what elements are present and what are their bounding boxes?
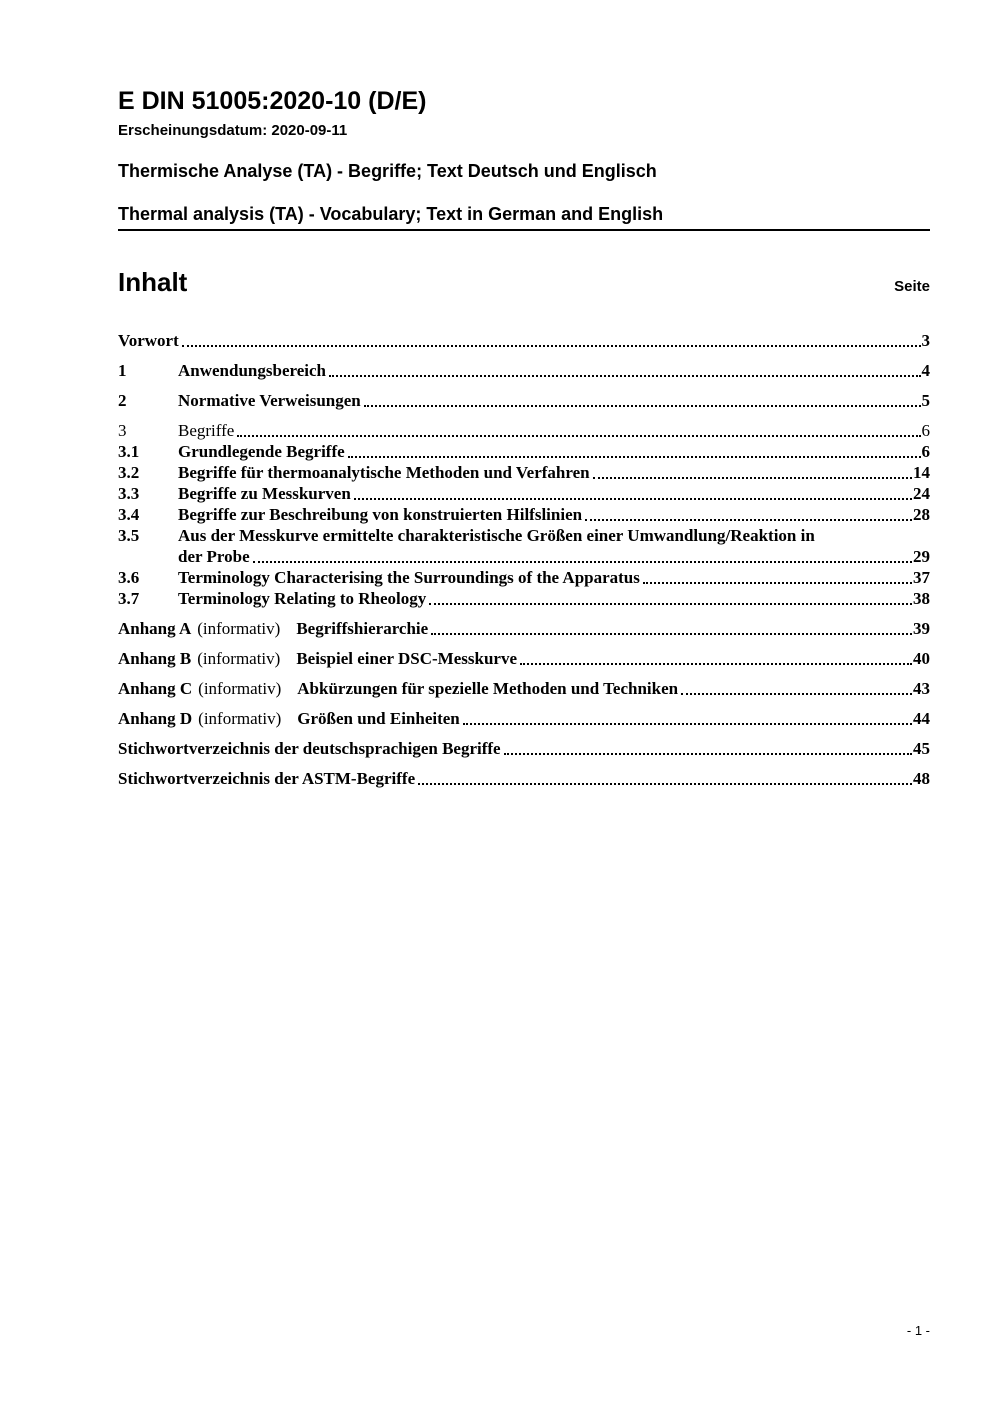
toc-entry: [118, 588, 930, 609]
toc-entry-number: 1: [118, 361, 127, 380]
toc-dot-leader: [520, 663, 912, 665]
toc-dot-leader: [593, 477, 912, 479]
toc-entry-page: 38: [913, 589, 930, 608]
toc-entry: [118, 768, 930, 789]
toc-entry-label: Beispiel einer DSC-Messkurve: [296, 649, 517, 668]
toc-entry-page: 24: [913, 484, 930, 503]
toc-entry: [118, 462, 930, 483]
toc-group: [118, 648, 930, 669]
toc-entry: [118, 738, 930, 759]
toc-entry-body: [178, 420, 930, 441]
toc-list: [118, 330, 930, 789]
toc-entry-page: 3: [921, 331, 930, 350]
toc-dot-leader: [237, 435, 920, 437]
toc-entry-body: [178, 483, 930, 504]
toc-group: [118, 738, 930, 759]
toc-entry-page: 5: [921, 391, 930, 410]
toc-dot-leader: [354, 498, 912, 500]
toc-entry-annex-type: (informativ): [198, 709, 282, 728]
toc-entry-number: 3.3: [118, 484, 140, 503]
page-content: [118, 0, 930, 789]
toc-entry-continuation: [118, 546, 930, 567]
toc-entry-page: 43: [913, 679, 930, 698]
toc-entry-body: [118, 330, 930, 351]
toc-dot-leader: [429, 603, 912, 605]
toc-entry-label: Grundlegende Begriffe: [178, 442, 345, 461]
toc-dot-leader: [418, 783, 912, 785]
toc-entry-number: 3.6: [118, 568, 140, 587]
toc-entry-body: [118, 678, 930, 699]
toc-entry-label: Aus der Messkurve ermittelte charakteristische Größen einer Umwandlung/Reaktion in: [178, 526, 815, 545]
toc-dot-leader: [329, 375, 921, 377]
toc-entry-label: Anwendungsbereich: [178, 361, 326, 380]
toc-group: [118, 360, 930, 381]
toc-group: [118, 420, 930, 609]
toc-entry: [118, 441, 930, 462]
toc-entry-page: 14: [913, 463, 930, 482]
toc-group: [118, 678, 930, 699]
toc-group: [118, 330, 930, 351]
toc-entry: [118, 360, 930, 381]
toc-entry-page: 39: [913, 619, 930, 638]
toc-entry-label: Begriffe zur Beschreibung von konstruierten Hilfslinien: [178, 505, 583, 524]
toc-entry-body: [178, 546, 930, 567]
toc-entry-number: 3.1: [118, 442, 140, 461]
toc-entry: [118, 678, 930, 699]
toc-dot-leader: [504, 753, 912, 755]
toc-page-column-label: Seite: [894, 278, 930, 295]
toc-entry-label: Stichwortverzeichnis der ASTM-Begriffe: [118, 769, 416, 788]
toc-entry-body: [178, 441, 930, 462]
toc-entry-annex-label: Anhang D: [118, 709, 193, 728]
toc-entry: [118, 330, 930, 351]
toc-entry-page: 45: [913, 739, 930, 758]
toc-entry-label: Terminology Relating to Rheology: [178, 589, 427, 608]
toc-entry-number: 3.7: [118, 589, 140, 608]
toc-entry-page: 28: [913, 505, 930, 524]
toc-entry-page: 6: [921, 442, 930, 461]
toc-entry-page: 6: [921, 421, 930, 440]
toc-entry: [118, 708, 930, 729]
toc-entry: [118, 567, 930, 588]
toc-entry-label: Abkürzungen für spezielle Methoden und Techniken: [297, 679, 679, 698]
toc-entry-label: Begriffe zu Messkurven: [178, 484, 351, 503]
toc-dot-leader: [643, 582, 912, 584]
toc-dot-leader: [348, 456, 921, 458]
toc-entry-body: [118, 648, 930, 669]
toc-dot-leader: [585, 519, 912, 521]
toc-dot-leader: [681, 693, 912, 695]
toc-dot-leader: [253, 561, 912, 563]
toc-dot-leader: [364, 405, 921, 407]
toc-entry: [118, 390, 930, 411]
toc-entry-label: Terminology Characterising the Surroundings of the Apparatus: [178, 568, 640, 587]
toc-entry-body: [178, 567, 930, 588]
toc-entry-body: [118, 618, 930, 639]
toc-heading: Inhalt: [118, 267, 188, 297]
publication-date: Erscheinungsdatum: 2020-09-11: [118, 122, 348, 139]
toc-entry-number: 3: [118, 421, 127, 440]
toc-entry-label: der Probe: [178, 547, 250, 566]
toc-entry: [118, 618, 930, 639]
toc-entry-body: [178, 525, 930, 546]
toc-entry-page: 48: [913, 769, 930, 788]
toc-entry-page: 37: [913, 568, 930, 587]
page-number-footer: - 1 -: [906, 1323, 930, 1338]
title-german: Thermische Analyse (TA) - Begriffe; Text Deutsch und Englisch: [118, 161, 657, 181]
toc-entry-number: 3.2: [118, 463, 140, 482]
document-number: E DIN 51005:2020-10 (D/E): [118, 87, 427, 115]
title-english: Thermal analysis (TA) - Vocabulary; Text in German and English: [118, 203, 930, 231]
toc-entry-label: Stichwortverzeichnis der deutschsprachigen Begriffe: [118, 739, 501, 758]
toc-group: [118, 390, 930, 411]
toc-group: [118, 618, 930, 639]
toc-entry-body: [118, 768, 930, 789]
toc-entry-label: Begriffe: [178, 421, 235, 440]
toc-entry-page: 4: [921, 361, 930, 380]
toc-entry-annex-label: Anhang A: [118, 619, 192, 638]
toc-entry: [118, 504, 930, 525]
toc-entry-annex-type: (informativ): [197, 619, 281, 638]
toc-entry-page: 29: [913, 547, 930, 566]
toc-header: [118, 267, 930, 297]
toc-entry: [118, 648, 930, 669]
toc-entry-number: 2: [118, 391, 127, 410]
toc-entry: [118, 420, 930, 441]
toc-entry-label: Begriffshierarchie: [296, 619, 429, 638]
toc-entry: [118, 525, 930, 546]
toc-dot-leader: [463, 723, 912, 725]
toc-entry-number: 3.4: [118, 505, 140, 524]
toc-dot-leader: [182, 345, 921, 347]
toc-entry-body: [118, 738, 930, 759]
toc-entry-body: [178, 360, 930, 381]
toc-entry-page: 44: [913, 709, 930, 728]
toc-entry-number: [118, 546, 178, 567]
toc-entry-body: [178, 462, 930, 483]
toc-group: [118, 768, 930, 789]
toc-entry: [118, 483, 930, 504]
toc-entry-annex-label: Anhang B: [118, 649, 192, 668]
toc-entry-body: [118, 708, 930, 729]
toc-entry-annex-type: (informativ): [198, 679, 282, 698]
toc-entry-number: 3.5: [118, 526, 140, 545]
toc-entry-body: [178, 390, 930, 411]
toc-entry-label: Begriffe für thermoanalytische Methoden und Verfahren: [178, 463, 590, 482]
toc-group: [118, 708, 930, 729]
toc-entry-page: 40: [913, 649, 930, 668]
toc-dot-leader: [431, 633, 912, 635]
toc-entry-body: [178, 588, 930, 609]
toc-entry-annex-type: (informativ): [197, 649, 281, 668]
toc-entry-label: Größen und Einheiten: [297, 709, 460, 728]
toc-entry-label: Normative Verweisungen: [178, 391, 361, 410]
toc-entry-body: [178, 504, 930, 525]
toc-entry-label: Vorwort: [118, 331, 179, 350]
toc-entry-annex-label: Anhang C: [118, 679, 193, 698]
